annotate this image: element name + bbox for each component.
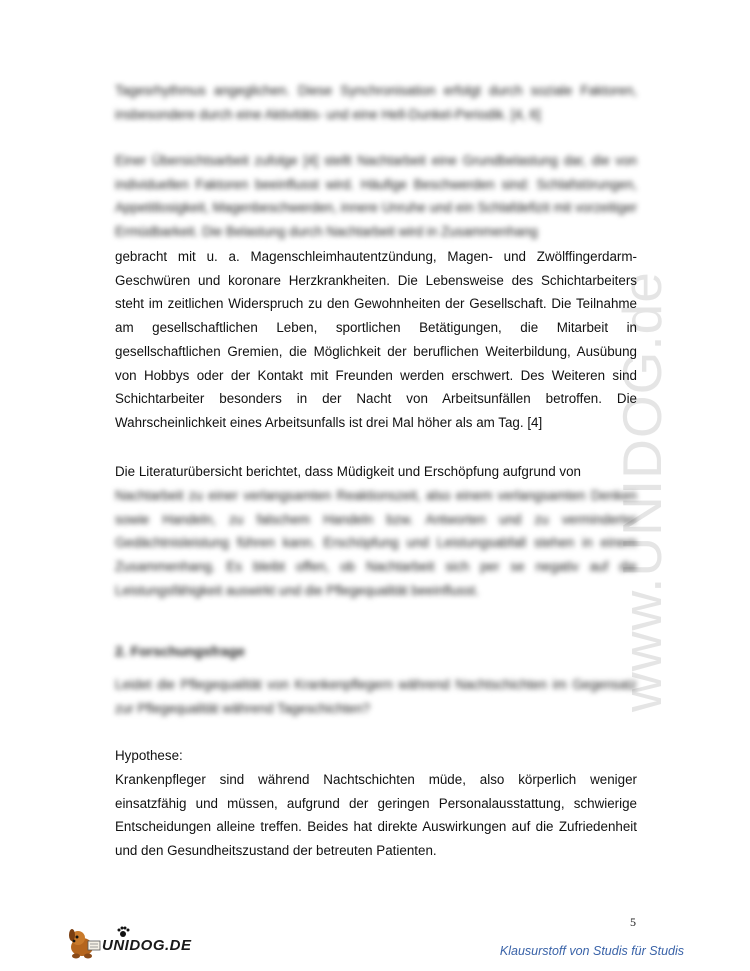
hypothesis-text: Krankenpfleger sind während Nachtschichten müde, also körperlich weniger einsatzfähig und müssen, aufgrund der geringen Personalausstattung, schwierige Entscheidungen alleine treffen. Beides hat direkte Auswirkungen auf die Zufriedenheit und den Gesundheitszustand der betreuten Patienten. (115, 772, 637, 859)
blurred-research-question: Leidet die Pflegequalität von Krankenpflegern während Nachtschichten im Gegensatz zur Pflegequalität während Tageschichten? (115, 677, 637, 716)
unidog-logo (66, 925, 192, 963)
footer-tagline: Klausurstoff von Studis für Studis (499, 944, 684, 958)
dog-icon (66, 925, 106, 963)
paragraph-2-start: Die Literaturübersicht berichtet, dass Müdigkeit und Erschöpfung aufgrund von (115, 464, 581, 479)
blurred-paragraph-1-start: Einer Übersichtsarbeit zufolge [4] stellt Nachtarbeit eine Grundbelastung dar, die von individuellen Faktoren beeinflusst wird. Häufige Beschwerden sind: Schlafstörungen, Appetitlosigkeit, Magenbeschwerden, innere Unruhe und ein Schlafdefizit mit vorzeitiger Ermüdbarkeit. Die Belastung durch Nachtarbeit wird in Zusammenhang (115, 153, 637, 240)
section-heading: 2. Forschungsfrage (115, 643, 245, 659)
hypothesis-label: Hypothese: (115, 748, 183, 763)
page-number: 5 (630, 915, 636, 929)
watermark: www.UNIDOG.de (611, 271, 673, 712)
paragraph-1-clear: gebracht mit u. a. Magenschleimhautentzündung, Magen- und Zwölffingerdarm-Geschwüren und koronare Herzkrankheiten. Die Lebensweise des Schichtarbeiters steht im zeitlichen Widerspruch zu den Gewohnheiten der Gesellschaft. Die Teilnahme am gesellschaftlichen Leben, sportlichen Betätigungen, die Mitarbeit in gesellschaftlichen Gremien, die Möglichkeit der beruflichen Weiterbildung, Ausübung von Hobbys oder der Kontakt mit Freunden werden erschwert. Des Weiteren sind Schichtarbeiter besonders in der Nacht von Arbeitsunfällen betroffen. Die Wahrscheinlichkeit eines Arbeitsunfalls ist drei Mal höher als am Tag. [4] (115, 249, 637, 430)
blurred-paragraph-2-end: Nachtarbeit zu einer verlangsamten Reaktionszeit, also einem verlangsamten Denken sowie Handeln, zu falschem Handeln bzw. Antworten und zu verminderter Gedächtnisleistung führen kann. Erschöpfung und Leistungsabfall stehen in einem Zusammenhang. Es bleibt offen, ob Nachtarbeit sich per se negativ auf die Leistungsfähigkeit auswirkt und die Pflegequalität beeinflusst. (115, 488, 637, 598)
blurred-paragraph-intro: Tagesrhythmus angeglichen. Diese Synchronisation erfolgt durch soziale Faktoren, insbesondere durch eine Aktivitäts- und eine Hell-Dunkel-Periodik. [4, 6] (115, 83, 637, 122)
logo-text: UNIDOG.DE (102, 937, 192, 954)
